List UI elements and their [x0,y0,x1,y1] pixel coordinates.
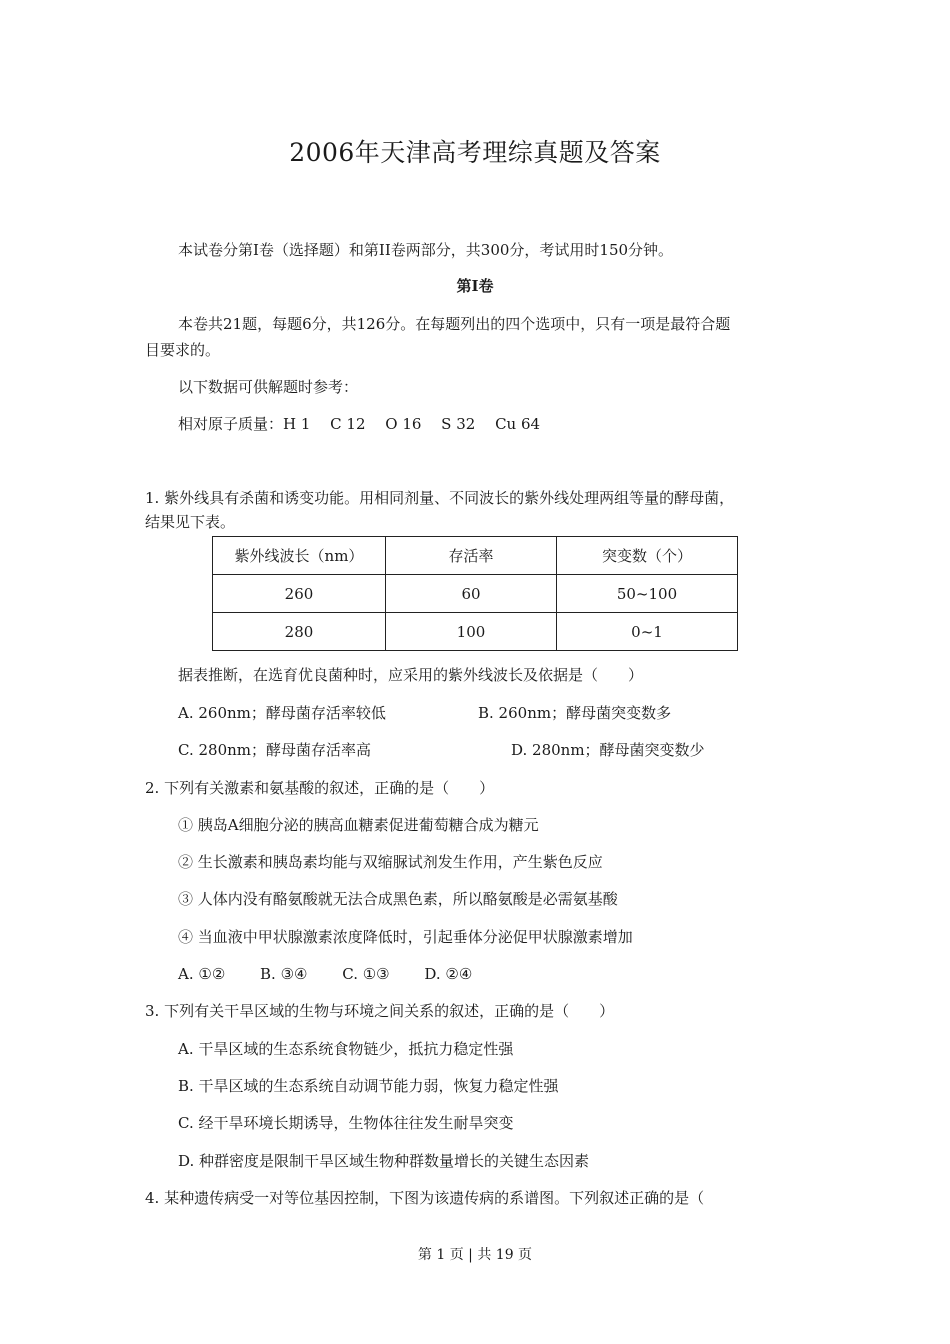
section-description-line-2: 目要求的。 [145,341,221,359]
question-1-option-c: C. 280nm；酵母菌存活率高 [178,741,371,759]
question-1-option-d: D. 280nm；酵母菌突变数少 [511,741,705,759]
question-1-prompt: 据表推断，在选育优良菌种时，应采用的紫外线波长及依据是（ ） [178,666,644,684]
question-2-item: ③ 人体内没有酪氨酸就无法合成黑色素，所以酪氨酸是必需氨基酸 [178,890,618,908]
page-footer: 第 1 页 | 共 19 页 [417,1247,533,1263]
uv-wavelength-table [212,536,738,651]
table-row [213,575,738,613]
page-title: 2006年天津高考理综真题及答案 [289,138,661,167]
table-cell: 60 [386,575,557,613]
table-header-cell: 紫外线波长（nm） [213,537,386,575]
atomic-mass-list: 相对原子质量：H 1 C 12 O 16 S 32 Cu 64 [178,415,541,433]
table-cell: 280 [213,613,386,651]
question-2-options: A. ①② B. ③④ C. ①③ D. ②④ [178,965,473,983]
table-header-cell: 存活率 [386,537,557,575]
question-1-stem-line-1: 1. 紫外线具有杀菌和诱变功能。用相同剂量、不同波长的紫外线处理两组等量的酵母菌， [145,489,735,507]
table-cell: 100 [386,613,557,651]
table-header-cell: 突变数（个） [557,537,738,575]
question-3-option: C. 经干旱环境长期诱导，生物体往往发生耐旱突变 [178,1114,514,1132]
exam-intro: 本试卷分第I卷（选择题）和第II卷两部分，共300分，考试用时150分钟。 [178,241,674,259]
question-2-stem: 2. 下列有关激素和氨基酸的叙述，正确的是（ ） [145,779,495,797]
question-1-option-a: A. 260nm；酵母菌存活率较低 [178,704,386,722]
question-2-item: ④ 当血液中甲状腺激素浓度降低时，引起垂体分泌促甲状腺激素增加 [178,928,633,946]
question-3-stem: 3. 下列有关干旱区域的生物与环境之间关系的叙述，正确的是（ ） [145,1002,615,1020]
reference-label: 以下数据可供解题时参考： [178,378,359,396]
table-cell: 260 [213,575,386,613]
question-3-option: D. 种群密度是限制干旱区域生物种群数量增长的关键生态因素 [178,1152,590,1170]
table-row [213,613,738,651]
section-description-line-1: 本卷共21题，每题6分，共126分。在每题列出的四个选项中，只有一项是最符合题 [178,315,731,333]
question-2-item: ② 生长激素和胰岛素均能与双缩脲试剂发生作用，产生紫色反应 [178,853,603,871]
question-3-option: A. 干旱区域的生态系统食物链少，抵抗力稳定性强 [178,1040,514,1058]
question-1-option-b: B. 260nm；酵母菌突变数多 [478,704,672,722]
table-header-row [213,537,738,575]
question-2-item: ① 胰岛A细胞分泌的胰高血糖素促进葡萄糖合成为糖元 [178,816,539,834]
question-1-stem-line-2: 结果见下表。 [145,513,236,531]
table-cell: 0~1 [557,613,738,651]
question-3-option: B. 干旱区域的生态系统自动调节能力弱，恢复力稳定性强 [178,1077,559,1095]
table-cell: 50~100 [557,575,738,613]
question-4-stem: 4. 某种遗传病受一对等位基因控制，下图为该遗传病的系谱图。下列叙述正确的是（ [145,1189,705,1207]
section-title: 第I卷 [456,277,494,295]
